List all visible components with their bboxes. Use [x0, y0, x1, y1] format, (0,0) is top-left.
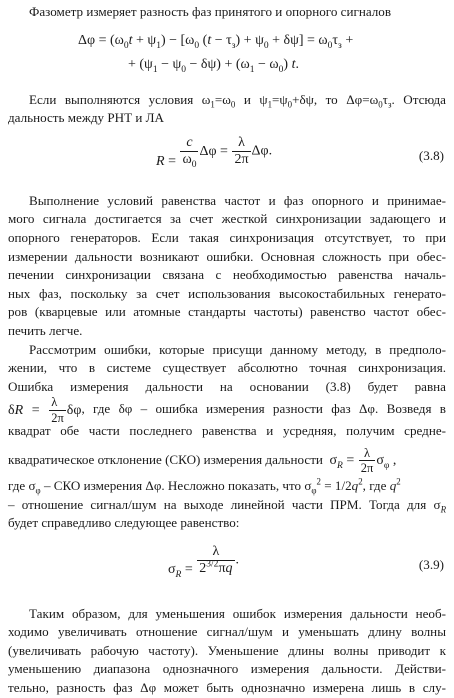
condition-line-2: дальность между РНТ и ЛА [8, 110, 165, 126]
condition-line: Если выполняются условия $\omega_1=\omega_0$ и $\psi_1=\psi_0+\delta\psi$, то $\Delta\varphi=\omega_0\tau_з$. Отсюда [29, 91, 446, 110]
phase-difference-equation-line-2: + $(\psi_1 - \psi_0 - \delta\psi) + (\omega_1 - \omega_0)$ t. [128, 56, 299, 75]
para4-line-4: уменьшению диапазона однозначного измерения дальности. Действи- [8, 661, 446, 677]
para4-line-3: (увеличивать рабочую частоту). Уменьшение длины волны приводит к [8, 642, 446, 658]
para3-line-5: квадрат обе части последнего равенства и усредняя, получим средне- [8, 423, 446, 439]
para3-line-8: – отношение сигнал/шум на выходе линейной части ПРМ. Тогда для $\sigma_R$ [8, 496, 446, 515]
para3-line-2: жении, что в системе существует абсолютно точная синхронизация. [8, 360, 446, 376]
range-error-formula: δR = $\frac{\lambda}{2\pi}$ δφ [8, 395, 82, 425]
para2-line-3: опорного генераторов. Если такая синхронизация отсутствует, то при [8, 229, 446, 245]
equation-number-3-9: (3.9) [418, 556, 444, 572]
sko-equation: $\sigma_R$ = $\frac{\lambda}{2^{3/2}\pi q}$ . (3.9) [168, 543, 444, 581]
paragraph-errors [8, 341, 446, 533]
range-equation: R = $\frac{c}{\omega_0}$ Δφ = $\frac{\lambda}{2\pi}$ Δφ. (3.8) [156, 134, 444, 170]
para2-line-6: ных фаз, поскольку за счет использования высокостабильных генерато- [8, 285, 446, 301]
para2-line-2: мого сигнала достигается за счет жесткой синхронизации задающего и [8, 211, 446, 227]
para2-line-5: печении синхронизации связана с необходимостью равенства началь- [8, 267, 446, 283]
para3-line-4: δR = $\frac{\lambda}{2\pi}$ δφ, где δφ – ошибка измерения разности фаз Δφ. Возведя в [8, 395, 446, 425]
para3-line-6: квадратическое отклонение (СКО) измерения дальности $\sigma_R$ = $\frac{\lambda}{2\pi}$ $\sigma_\varphi$ , [8, 445, 397, 476]
para2-line-8: печить легче. [8, 322, 83, 338]
equation-number-3-8: (3.8) [418, 147, 444, 163]
paragraph-conclusion [8, 605, 446, 698]
para3-line-1: Рассмотрим ошибки, которые присущи данному методу, в предполо- [29, 341, 446, 357]
range-sko-formula: $\sigma_R$ = $\frac{\lambda}{2\pi}$ $\sigma_\varphi$ , [329, 445, 397, 476]
phase-difference-equation-line-1: $\Delta\varphi = (\omega_0t + \psi_1) - [\omega_0$ $(t - \tau_з) + \psi_0 + \delta\psi] = \omega_0\tau_з$ + [78, 32, 354, 51]
para4-line-1: Таким образом, для уменьшения ошибок измерения дальности необ- [29, 605, 446, 621]
para3-line-7: где $\sigma_\varphi$ – СКО измерения Δφ. Несложно показать, что $\sigma_\varphi^2 = 1/2q^2$, где $q^2$ [8, 476, 401, 496]
para4-line-5: тельно, разность фаз Δφ может быть однозначно измерена лишь в слу- [8, 680, 446, 696]
para4-line-2: ходимо увеличивать отношение сигнал/шум и уменьшать длину волны [8, 624, 446, 640]
para2-line-4: измерении дальности возникают ошибки. Основная сложность при обес- [8, 248, 446, 264]
para3-line-3: Ошибка измерения дальности на основании (3.8) будет равна [8, 378, 446, 394]
para2-line-7: ров (кварцевые или атомные стандарты частоты) равенство частот обес- [8, 304, 446, 320]
paragraph-synchronization [8, 192, 446, 341]
intro-line: Фазометр измеряет разность фаз принятого и опорного сигналов [29, 4, 392, 19]
para3-line-9: будет справедливо следующее равенство: [8, 515, 240, 531]
para2-line-1: Выполнение условий равенства частот и фаз опорного и принимае- [29, 192, 446, 208]
